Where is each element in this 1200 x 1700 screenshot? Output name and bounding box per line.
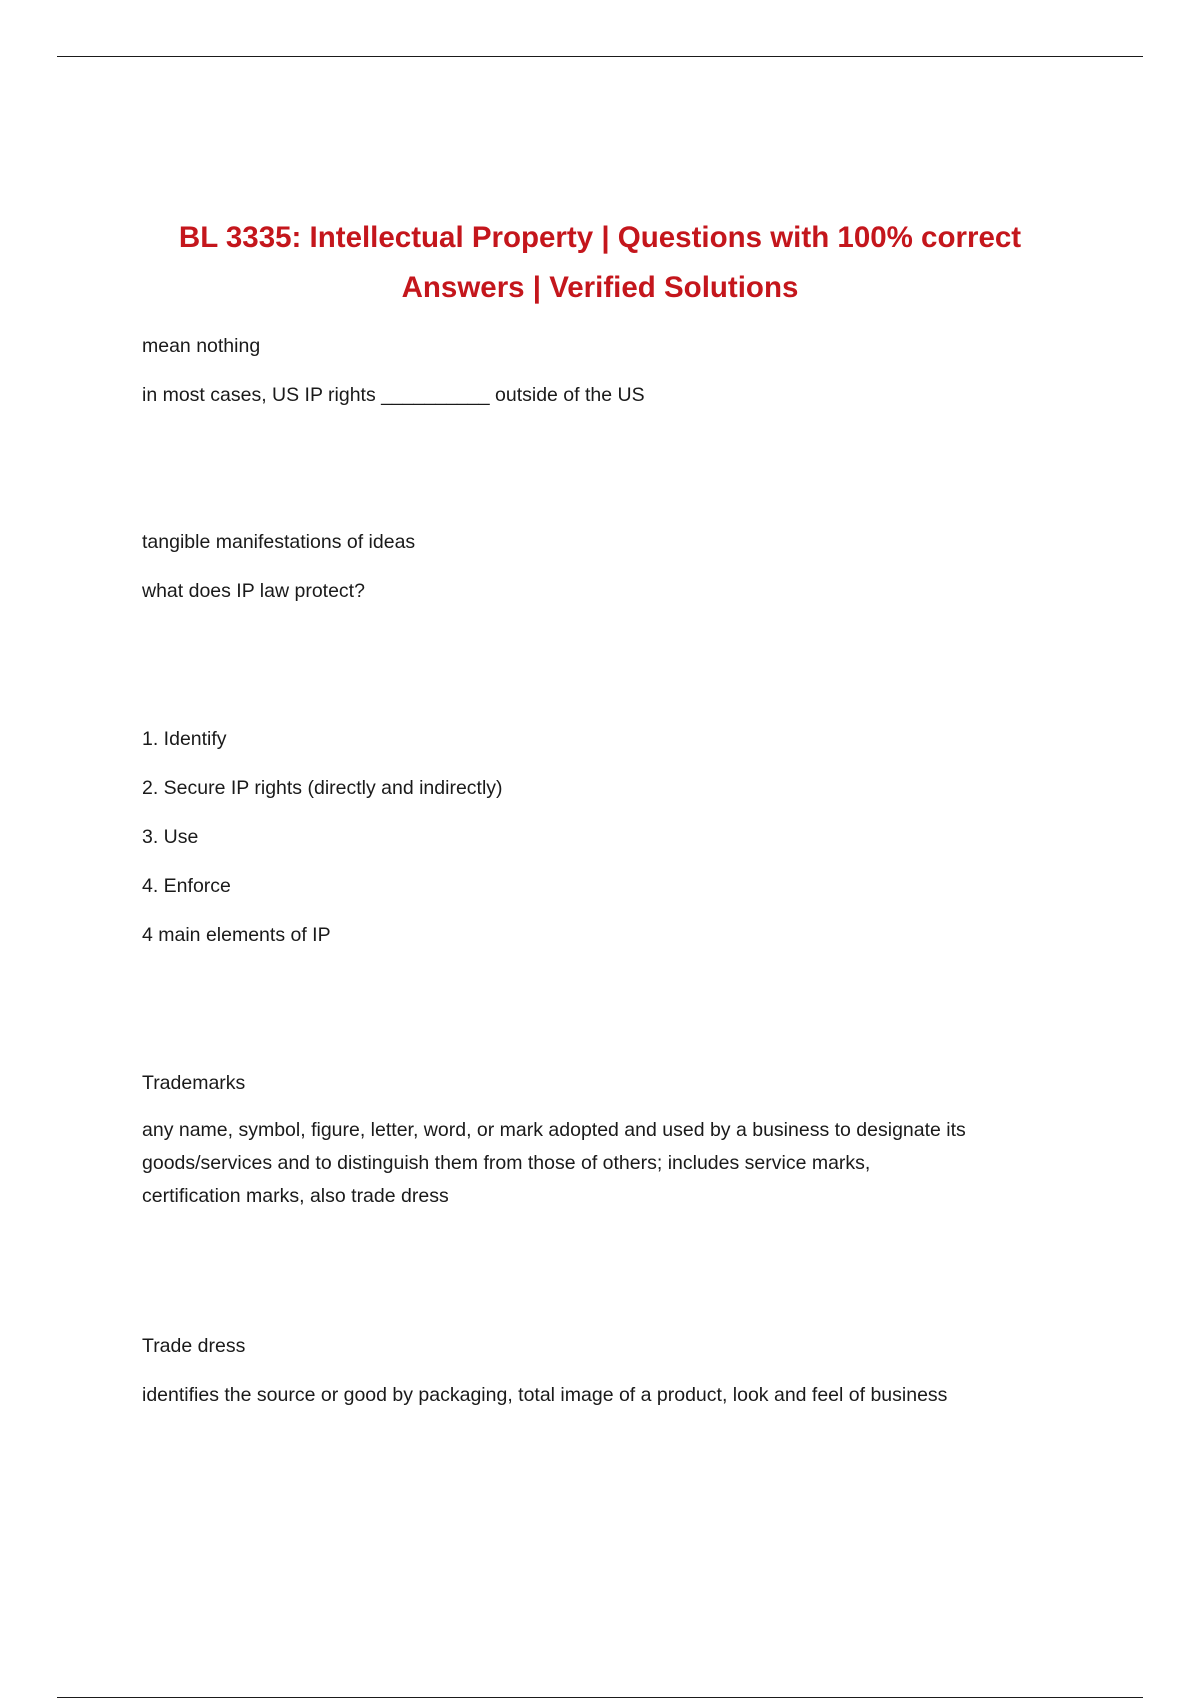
definition-text — [142, 1114, 1082, 1213]
definition-line: certification marks, also trade dress — [142, 1185, 449, 1207]
title-line-1: BL 3335: Intellectual Property | Questions with 100% correct — [178, 221, 1022, 254]
term-text: Trademarks — [142, 1072, 246, 1094]
answer-text: mean nothing — [142, 335, 261, 357]
list-item: 1. Identify — [142, 728, 227, 750]
definition-line: goods/services and to distinguish them from those of others; includes service marks, — [142, 1152, 871, 1174]
question-text: in most cases, US IP rights __________ outside of the US — [142, 384, 645, 406]
header-rule — [57, 56, 1143, 57]
term-text: Trade dress — [142, 1335, 246, 1357]
title-line-2: Answers | Verified Solutions — [401, 271, 799, 304]
definition-line: any name, symbol, figure, letter, word, or mark adopted and used by a business to designate its — [142, 1119, 966, 1141]
answer-text: tangible manifestations of ideas — [142, 531, 416, 553]
definition-text: identifies the source or good by packaging, total image of a product, look and feel of business — [142, 1384, 948, 1406]
question-text: 4 main elements of IP — [142, 924, 331, 946]
list-item: 3. Use — [142, 826, 199, 848]
question-text: what does IP law protect? — [142, 580, 365, 602]
list-item: 2. Secure IP rights (directly and indirectly) — [142, 777, 503, 799]
list-item: 4. Enforce — [142, 875, 231, 897]
footer-rule — [57, 1697, 1143, 1698]
document-title — [120, 213, 1080, 313]
